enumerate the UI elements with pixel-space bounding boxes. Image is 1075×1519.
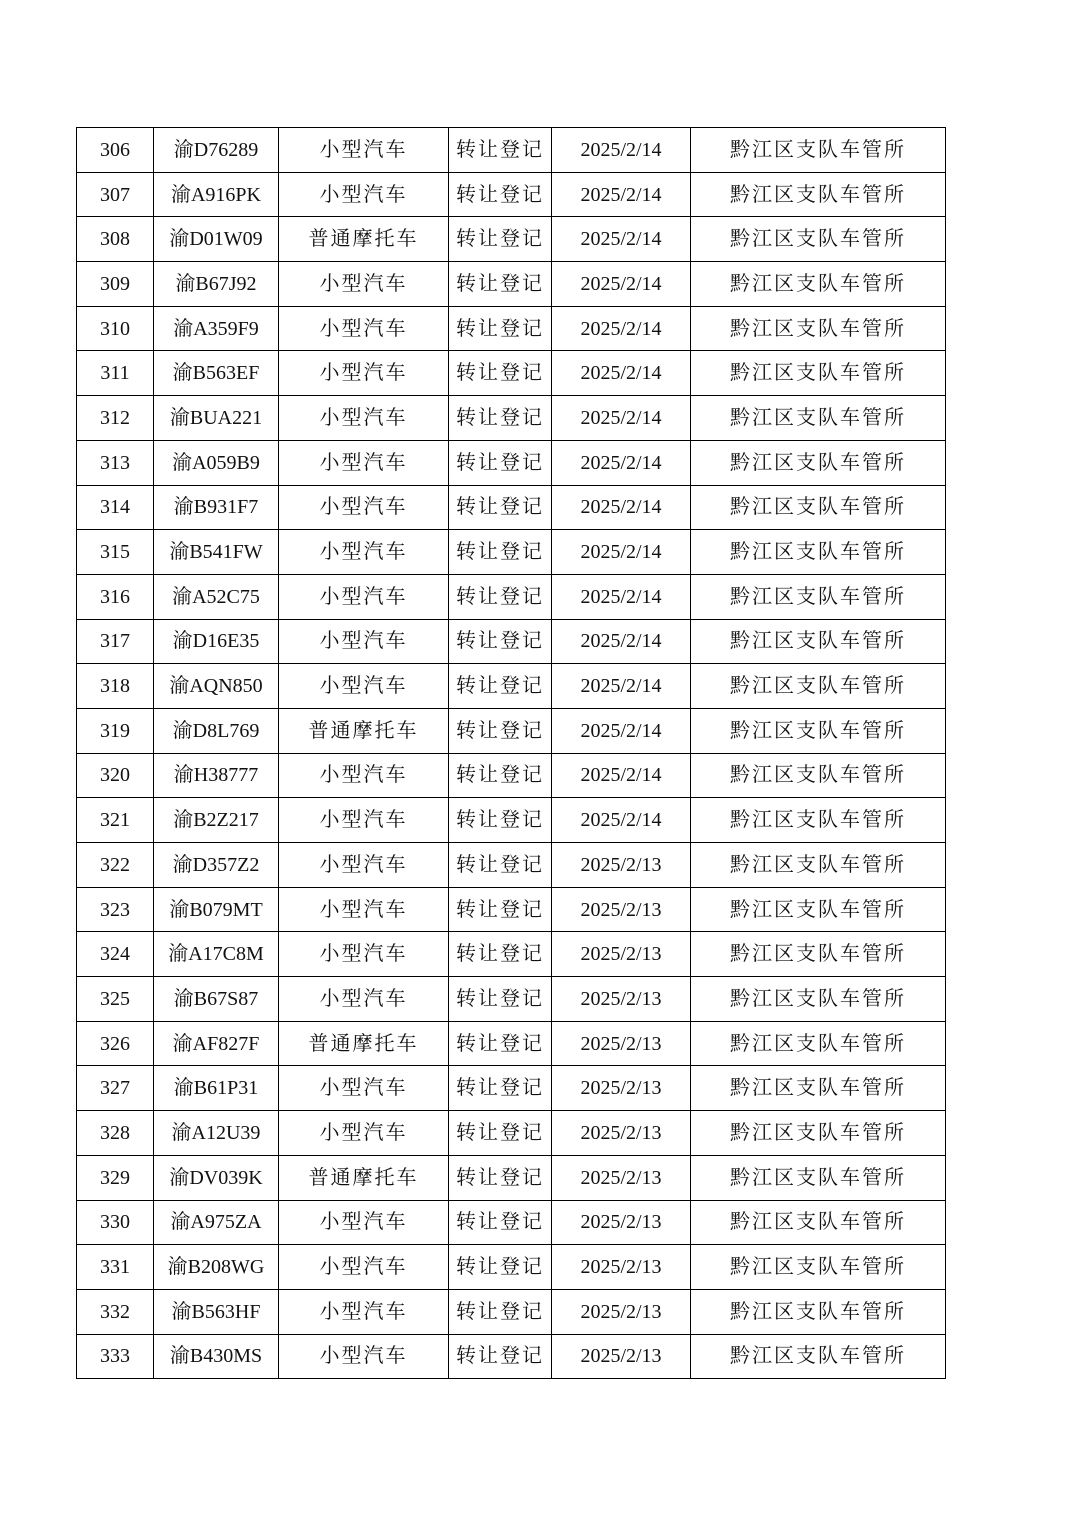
office-cell: 黔江区支队车管所 — [691, 217, 946, 262]
plate-number-cell: 渝B208WG — [154, 1245, 279, 1290]
plate-number-cell: 渝A059B9 — [154, 440, 279, 485]
office-cell: 黔江区支队车管所 — [691, 1245, 946, 1290]
table-row — [77, 753, 946, 798]
date-cell: 2025/2/14 — [552, 128, 691, 173]
operation-type-cell: 转让登记 — [449, 1200, 552, 1245]
date-cell: 2025/2/14 — [552, 798, 691, 843]
row-number-cell: 329 — [77, 1155, 154, 1200]
plate-number-cell: 渝D8L769 — [154, 708, 279, 753]
vehicle-type-cell: 小型汽车 — [279, 172, 449, 217]
table-row — [77, 1289, 946, 1334]
row-number-cell: 321 — [77, 798, 154, 843]
row-number-cell: 319 — [77, 708, 154, 753]
row-number-cell: 328 — [77, 1111, 154, 1156]
date-cell: 2025/2/13 — [552, 843, 691, 888]
date-cell: 2025/2/14 — [552, 396, 691, 441]
plate-number-cell: 渝A12U39 — [154, 1111, 279, 1156]
plate-number-cell: 渝A975ZA — [154, 1200, 279, 1245]
table-row — [77, 440, 946, 485]
row-number-cell: 323 — [77, 887, 154, 932]
operation-type-cell: 转让登记 — [449, 843, 552, 888]
office-cell: 黔江区支队车管所 — [691, 1021, 946, 1066]
table-row — [77, 619, 946, 664]
table-row — [77, 217, 946, 262]
office-cell: 黔江区支队车管所 — [691, 664, 946, 709]
row-number-cell: 307 — [77, 172, 154, 217]
plate-number-cell: 渝H38777 — [154, 753, 279, 798]
row-number-cell: 310 — [77, 306, 154, 351]
date-cell: 2025/2/13 — [552, 887, 691, 932]
row-number-cell: 313 — [77, 440, 154, 485]
plate-number-cell: 渝A17C8M — [154, 932, 279, 977]
operation-type-cell: 转让登记 — [449, 1021, 552, 1066]
vehicle-type-cell: 小型汽车 — [279, 1334, 449, 1379]
plate-number-cell: 渝B2Z217 — [154, 798, 279, 843]
office-cell: 黔江区支队车管所 — [691, 1289, 946, 1334]
date-cell: 2025/2/14 — [552, 217, 691, 262]
plate-number-cell: 渝A359F9 — [154, 306, 279, 351]
office-cell: 黔江区支队车管所 — [691, 887, 946, 932]
date-cell: 2025/2/13 — [552, 1289, 691, 1334]
vehicle-type-cell: 小型汽车 — [279, 440, 449, 485]
date-cell: 2025/2/13 — [552, 977, 691, 1022]
operation-type-cell: 转让登记 — [449, 574, 552, 619]
row-number-cell: 315 — [77, 530, 154, 575]
operation-type-cell: 转让登记 — [449, 1289, 552, 1334]
table-row — [77, 1200, 946, 1245]
vehicle-type-cell: 普通摩托车 — [279, 217, 449, 262]
office-cell: 黔江区支队车管所 — [691, 396, 946, 441]
vehicle-type-cell: 小型汽车 — [279, 1066, 449, 1111]
plate-number-cell: 渝AQN850 — [154, 664, 279, 709]
table-row — [77, 887, 946, 932]
table-row — [77, 1111, 946, 1156]
date-cell: 2025/2/14 — [552, 574, 691, 619]
office-cell: 黔江区支队车管所 — [691, 440, 946, 485]
date-cell: 2025/2/14 — [552, 262, 691, 307]
row-number-cell: 309 — [77, 262, 154, 307]
row-number-cell: 317 — [77, 619, 154, 664]
operation-type-cell: 转让登记 — [449, 172, 552, 217]
date-cell: 2025/2/13 — [552, 1200, 691, 1245]
date-cell: 2025/2/13 — [552, 1021, 691, 1066]
plate-number-cell: 渝B079MT — [154, 887, 279, 932]
operation-type-cell: 转让登记 — [449, 753, 552, 798]
vehicle-type-cell: 小型汽车 — [279, 843, 449, 888]
date-cell: 2025/2/14 — [552, 485, 691, 530]
plate-number-cell: 渝D01W09 — [154, 217, 279, 262]
vehicle-type-cell: 普通摩托车 — [279, 1021, 449, 1066]
vehicle-type-cell: 小型汽车 — [279, 798, 449, 843]
plate-number-cell: 渝A52C75 — [154, 574, 279, 619]
office-cell: 黔江区支队车管所 — [691, 1066, 946, 1111]
plate-number-cell: 渝DV039K — [154, 1155, 279, 1200]
plate-number-cell: 渝B61P31 — [154, 1066, 279, 1111]
operation-type-cell: 转让登记 — [449, 440, 552, 485]
operation-type-cell: 转让登记 — [449, 1111, 552, 1156]
row-number-cell: 308 — [77, 217, 154, 262]
row-number-cell: 312 — [77, 396, 154, 441]
table-row — [77, 396, 946, 441]
row-number-cell: 314 — [77, 485, 154, 530]
operation-type-cell: 转让登记 — [449, 887, 552, 932]
row-number-cell: 332 — [77, 1289, 154, 1334]
plate-number-cell: 渝B67S87 — [154, 977, 279, 1022]
office-cell: 黔江区支队车管所 — [691, 306, 946, 351]
date-cell: 2025/2/13 — [552, 1155, 691, 1200]
table-row — [77, 1245, 946, 1290]
table-row — [77, 1155, 946, 1200]
office-cell: 黔江区支队车管所 — [691, 530, 946, 575]
operation-type-cell: 转让登记 — [449, 262, 552, 307]
operation-type-cell: 转让登记 — [449, 977, 552, 1022]
vehicle-type-cell: 普通摩托车 — [279, 1155, 449, 1200]
vehicle-type-cell: 小型汽车 — [279, 887, 449, 932]
row-number-cell: 311 — [77, 351, 154, 396]
row-number-cell: 325 — [77, 977, 154, 1022]
vehicle-type-cell: 小型汽车 — [279, 396, 449, 441]
registration-table — [76, 127, 946, 1379]
vehicle-type-cell: 小型汽车 — [279, 1200, 449, 1245]
table-row — [77, 798, 946, 843]
office-cell: 黔江区支队车管所 — [691, 1334, 946, 1379]
date-cell: 2025/2/13 — [552, 1245, 691, 1290]
table-row — [77, 128, 946, 173]
office-cell: 黔江区支队车管所 — [691, 753, 946, 798]
plate-number-cell: 渝A916PK — [154, 172, 279, 217]
vehicle-type-cell: 小型汽车 — [279, 574, 449, 619]
row-number-cell: 318 — [77, 664, 154, 709]
operation-type-cell: 转让登记 — [449, 1245, 552, 1290]
date-cell: 2025/2/14 — [552, 351, 691, 396]
vehicle-type-cell: 小型汽车 — [279, 530, 449, 575]
plate-number-cell: 渝B563HF — [154, 1289, 279, 1334]
operation-type-cell: 转让登记 — [449, 664, 552, 709]
plate-number-cell: 渝B541FW — [154, 530, 279, 575]
date-cell: 2025/2/14 — [552, 708, 691, 753]
vehicle-type-cell: 小型汽车 — [279, 262, 449, 307]
row-number-cell: 306 — [77, 128, 154, 173]
office-cell: 黔江区支队车管所 — [691, 708, 946, 753]
date-cell: 2025/2/14 — [552, 172, 691, 217]
table-row — [77, 485, 946, 530]
plate-number-cell: 渝B931F7 — [154, 485, 279, 530]
operation-type-cell: 转让登记 — [449, 128, 552, 173]
operation-type-cell: 转让登记 — [449, 798, 552, 843]
vehicle-type-cell: 小型汽车 — [279, 128, 449, 173]
office-cell: 黔江区支队车管所 — [691, 932, 946, 977]
table-row — [77, 530, 946, 575]
plate-number-cell: 渝AF827F — [154, 1021, 279, 1066]
vehicle-type-cell: 小型汽车 — [279, 619, 449, 664]
date-cell: 2025/2/13 — [552, 1334, 691, 1379]
operation-type-cell: 转让登记 — [449, 708, 552, 753]
operation-type-cell: 转让登记 — [449, 485, 552, 530]
operation-type-cell: 转让登记 — [449, 619, 552, 664]
plate-number-cell: 渝B430MS — [154, 1334, 279, 1379]
office-cell: 黔江区支队车管所 — [691, 574, 946, 619]
plate-number-cell: 渝B67J92 — [154, 262, 279, 307]
office-cell: 黔江区支队车管所 — [691, 1155, 946, 1200]
operation-type-cell: 转让登记 — [449, 217, 552, 262]
plate-number-cell: 渝D357Z2 — [154, 843, 279, 888]
row-number-cell: 322 — [77, 843, 154, 888]
row-number-cell: 316 — [77, 574, 154, 619]
table-row — [77, 1066, 946, 1111]
office-cell: 黔江区支队车管所 — [691, 1111, 946, 1156]
operation-type-cell: 转让登记 — [449, 1334, 552, 1379]
table-row — [77, 708, 946, 753]
vehicle-type-cell: 小型汽车 — [279, 1289, 449, 1334]
date-cell: 2025/2/14 — [552, 664, 691, 709]
table-row — [77, 977, 946, 1022]
row-number-cell: 330 — [77, 1200, 154, 1245]
office-cell: 黔江区支队车管所 — [691, 128, 946, 173]
table-row — [77, 262, 946, 307]
date-cell: 2025/2/14 — [552, 753, 691, 798]
vehicle-type-cell: 小型汽车 — [279, 485, 449, 530]
row-number-cell: 327 — [77, 1066, 154, 1111]
table-row — [77, 843, 946, 888]
office-cell: 黔江区支队车管所 — [691, 485, 946, 530]
vehicle-type-cell: 小型汽车 — [279, 1245, 449, 1290]
table-row — [77, 1334, 946, 1379]
table-row — [77, 574, 946, 619]
table-row — [77, 932, 946, 977]
table-row — [77, 172, 946, 217]
date-cell: 2025/2/13 — [552, 1111, 691, 1156]
row-number-cell: 331 — [77, 1245, 154, 1290]
date-cell: 2025/2/14 — [552, 619, 691, 664]
operation-type-cell: 转让登记 — [449, 1066, 552, 1111]
office-cell: 黔江区支队车管所 — [691, 172, 946, 217]
office-cell: 黔江区支队车管所 — [691, 843, 946, 888]
operation-type-cell: 转让登记 — [449, 306, 552, 351]
office-cell: 黔江区支队车管所 — [691, 977, 946, 1022]
operation-type-cell: 转让登记 — [449, 530, 552, 575]
table-row — [77, 1021, 946, 1066]
plate-number-cell: 渝BUA221 — [154, 396, 279, 441]
vehicle-type-cell: 小型汽车 — [279, 1111, 449, 1156]
plate-number-cell: 渝D16E35 — [154, 619, 279, 664]
vehicle-type-cell: 小型汽车 — [279, 306, 449, 351]
vehicle-type-cell: 小型汽车 — [279, 664, 449, 709]
vehicle-type-cell: 小型汽车 — [279, 977, 449, 1022]
row-number-cell: 333 — [77, 1334, 154, 1379]
operation-type-cell: 转让登记 — [449, 932, 552, 977]
date-cell: 2025/2/13 — [552, 932, 691, 977]
vehicle-type-cell: 小型汽车 — [279, 351, 449, 396]
row-number-cell: 320 — [77, 753, 154, 798]
row-number-cell: 324 — [77, 932, 154, 977]
table-body — [77, 128, 946, 1379]
office-cell: 黔江区支队车管所 — [691, 619, 946, 664]
table-row — [77, 351, 946, 396]
office-cell: 黔江区支队车管所 — [691, 798, 946, 843]
date-cell: 2025/2/14 — [552, 530, 691, 575]
office-cell: 黔江区支队车管所 — [691, 1200, 946, 1245]
vehicle-type-cell: 普通摩托车 — [279, 708, 449, 753]
operation-type-cell: 转让登记 — [449, 351, 552, 396]
table-row — [77, 306, 946, 351]
vehicle-type-cell: 小型汽车 — [279, 932, 449, 977]
office-cell: 黔江区支队车管所 — [691, 351, 946, 396]
date-cell: 2025/2/14 — [552, 440, 691, 485]
operation-type-cell: 转让登记 — [449, 1155, 552, 1200]
vehicle-type-cell: 小型汽车 — [279, 753, 449, 798]
date-cell: 2025/2/14 — [552, 306, 691, 351]
plate-number-cell: 渝D76289 — [154, 128, 279, 173]
table-row — [77, 664, 946, 709]
row-number-cell: 326 — [77, 1021, 154, 1066]
office-cell: 黔江区支队车管所 — [691, 262, 946, 307]
plate-number-cell: 渝B563EF — [154, 351, 279, 396]
operation-type-cell: 转让登记 — [449, 396, 552, 441]
date-cell: 2025/2/13 — [552, 1066, 691, 1111]
